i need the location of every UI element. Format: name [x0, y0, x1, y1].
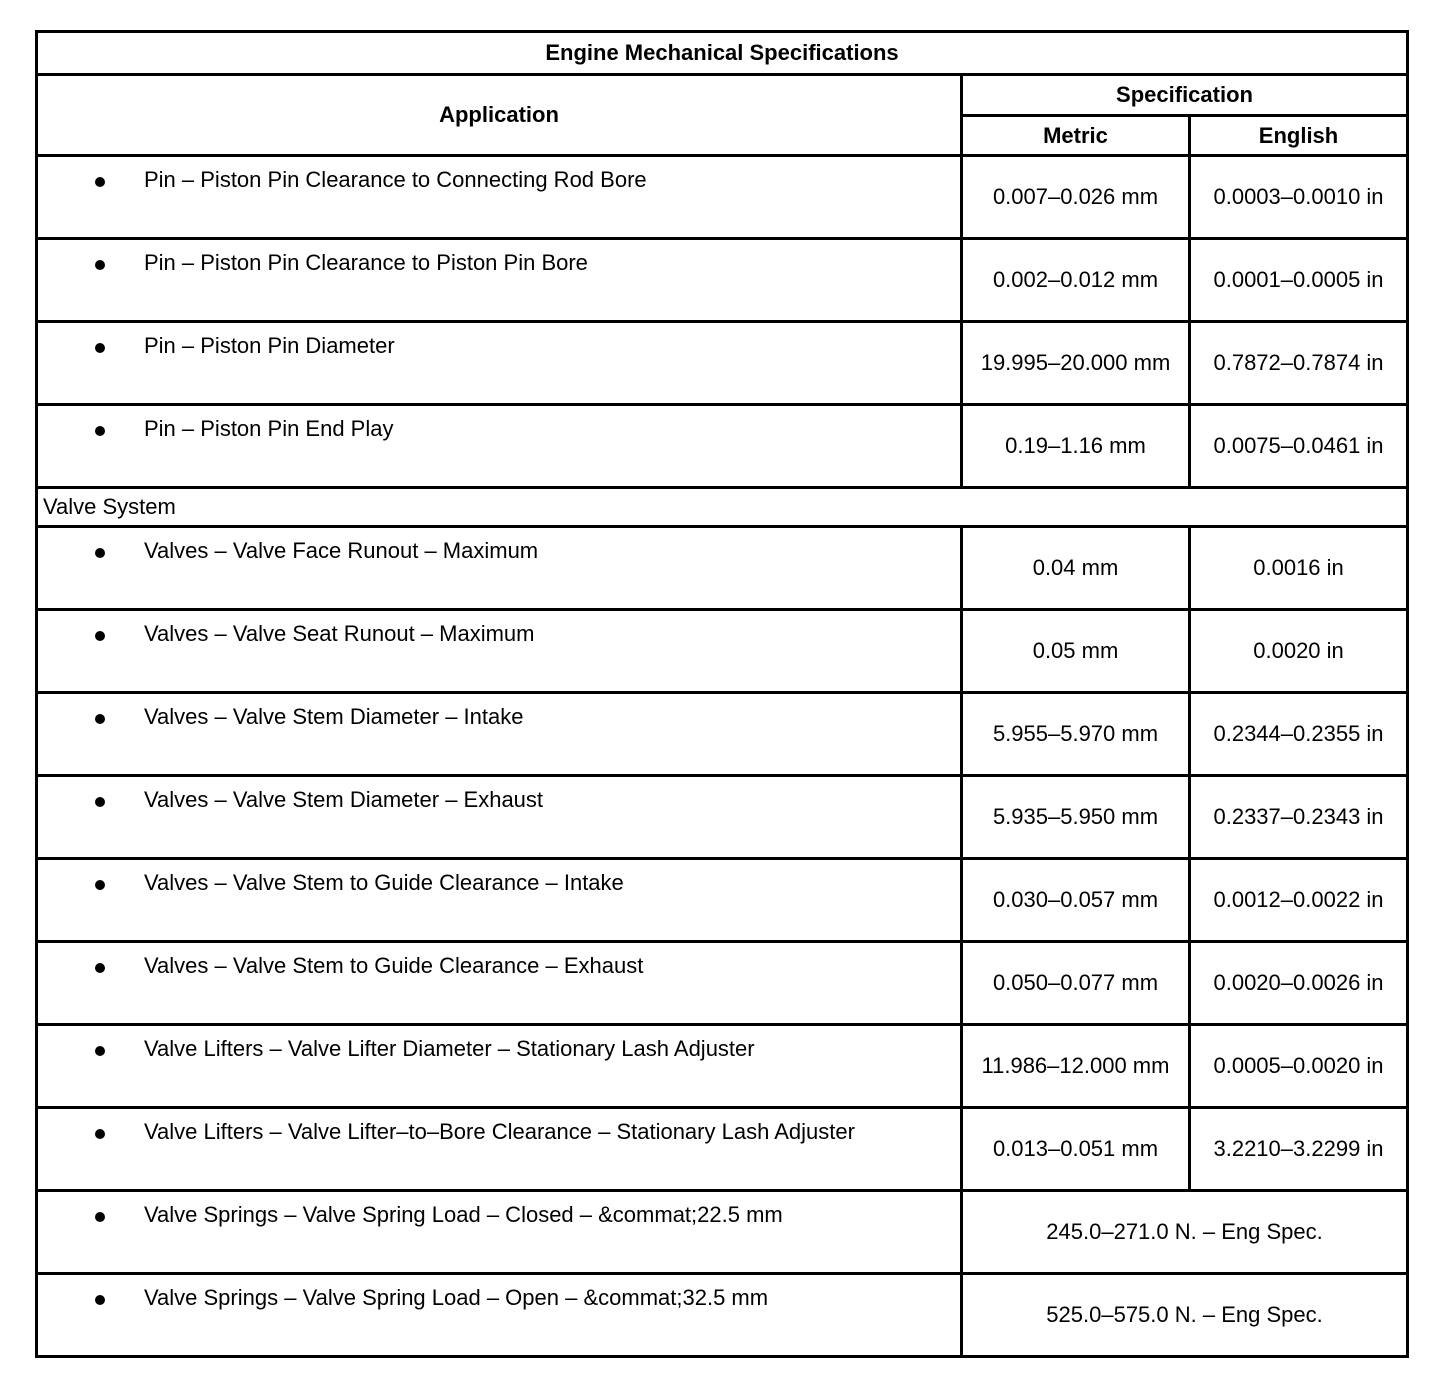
metric-cell: 0.04 mm — [962, 527, 1190, 610]
metric-header: Metric — [962, 116, 1190, 156]
table-row — [37, 156, 1408, 239]
english-header: English — [1190, 116, 1408, 156]
table-row — [37, 405, 1408, 488]
metric-cell: 19.995–20.000 mm — [962, 322, 1190, 405]
english-cell: 0.0020–0.0026 in — [1190, 942, 1408, 1025]
bullet-icon — [95, 1046, 105, 1056]
bullet-icon — [95, 426, 105, 436]
application-cell: Valve Springs – Valve Spring Load – Open – &commat;32.5 mm — [144, 1285, 769, 1310]
table-row — [37, 239, 1408, 322]
table-row — [37, 610, 1408, 693]
bullet-icon — [95, 631, 105, 641]
metric-cell: 0.05 mm — [962, 610, 1190, 693]
application-cell: Valve Springs – Valve Spring Load – Closed – &commat;22.5 mm — [144, 1202, 783, 1227]
english-cell: 0.0005–0.0020 in — [1190, 1025, 1408, 1108]
metric-cell: 11.986–12.000 mm — [962, 1025, 1190, 1108]
table-row — [37, 1025, 1408, 1108]
english-cell: 0.2344–0.2355 in — [1190, 693, 1408, 776]
application-cell: Valve Lifters – Valve Lifter–to–Bore Clearance – Stationary Lash Adjuster — [144, 1119, 855, 1144]
section-row — [37, 488, 1408, 527]
application-cell: Pin – Piston Pin Diameter — [144, 333, 395, 358]
metric-cell: 5.935–5.950 mm — [962, 776, 1190, 859]
english-cell: 0.0075–0.0461 in — [1190, 405, 1408, 488]
english-cell: 3.2210–3.2299 in — [1190, 1108, 1408, 1191]
table-row — [37, 1108, 1408, 1191]
metric-cell: 0.002–0.012 mm — [962, 239, 1190, 322]
merged-spec-cell: 525.0–575.0 N. – Eng Spec. — [962, 1274, 1408, 1357]
bullet-icon — [95, 797, 105, 807]
application-cell: Valves – Valve Seat Runout – Maximum — [144, 621, 535, 646]
english-cell: 0.0003–0.0010 in — [1190, 156, 1408, 239]
metric-cell: 0.013–0.051 mm — [962, 1108, 1190, 1191]
application-cell: Pin – Piston Pin Clearance to Connecting Rod Bore — [144, 167, 647, 192]
metric-cell: 5.955–5.970 mm — [962, 693, 1190, 776]
application-cell: Pin – Piston Pin End Play — [144, 416, 394, 441]
table-row — [37, 1274, 1408, 1357]
application-cell: Valve Lifters – Valve Lifter Diameter – Stationary Lash Adjuster — [144, 1036, 755, 1061]
bullet-icon — [95, 1212, 105, 1222]
merged-spec-cell: 245.0–271.0 N. – Eng Spec. — [962, 1191, 1408, 1274]
english-cell: 0.0020 in — [1190, 610, 1408, 693]
table-row — [37, 322, 1408, 405]
application-cell: Valves – Valve Face Runout – Maximum — [144, 538, 539, 563]
table-row — [37, 1191, 1408, 1274]
metric-cell: 0.19–1.16 mm — [962, 405, 1190, 488]
bullet-icon — [95, 880, 105, 890]
english-cell: 0.0001–0.0005 in — [1190, 239, 1408, 322]
specification-header: Specification — [962, 75, 1408, 116]
bullet-icon — [95, 1129, 105, 1139]
metric-cell: 0.007–0.026 mm — [962, 156, 1190, 239]
metric-cell: 0.050–0.077 mm — [962, 942, 1190, 1025]
bullet-icon — [95, 1295, 105, 1305]
application-cell: Valves – Valve Stem Diameter – Intake — [144, 704, 524, 729]
english-cell: 0.2337–0.2343 in — [1190, 776, 1408, 859]
table-row — [37, 527, 1408, 610]
bullet-icon — [95, 260, 105, 270]
engine-mechanical-spec-table — [35, 30, 1409, 1358]
table-row — [37, 693, 1408, 776]
application-cell: Valves – Valve Stem to Guide Clearance – Exhaust — [144, 953, 644, 978]
section-label: Valve System — [37, 488, 1408, 527]
application-cell: Pin – Piston Pin Clearance to Piston Pin Bore — [144, 250, 588, 275]
bullet-icon — [95, 548, 105, 558]
table-row — [37, 776, 1408, 859]
bullet-icon — [95, 714, 105, 724]
english-cell: 0.0016 in — [1190, 527, 1408, 610]
bullet-icon — [95, 343, 105, 353]
metric-cell: 0.030–0.057 mm — [962, 859, 1190, 942]
bullet-icon — [95, 963, 105, 973]
application-cell: Valves – Valve Stem Diameter – Exhaust — [144, 787, 544, 812]
english-cell: 0.7872–0.7874 in — [1190, 322, 1408, 405]
bullet-icon — [95, 177, 105, 187]
table-row — [37, 859, 1408, 942]
table-title: Engine Mechanical Specifications — [37, 32, 1408, 75]
application-header: Application — [37, 75, 962, 156]
english-cell: 0.0012–0.0022 in — [1190, 859, 1408, 942]
table-row — [37, 942, 1408, 1025]
application-cell: Valves – Valve Stem to Guide Clearance – Intake — [144, 870, 624, 895]
